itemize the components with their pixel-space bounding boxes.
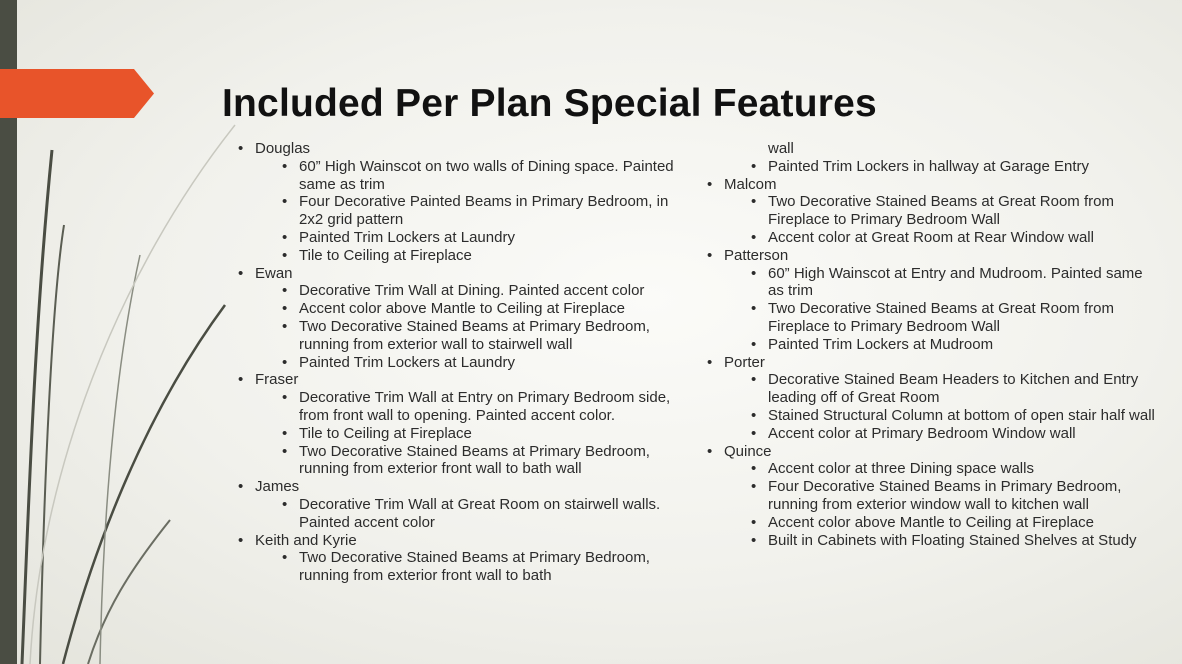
plan-item bbox=[238, 371, 678, 478]
swirl-lines-decoration bbox=[0, 0, 240, 664]
feature-item: • Two Decorative Stained Beams at Primary Bedroom, running from exterior front wall to bath bbox=[238, 549, 678, 585]
plan-item bbox=[707, 354, 1157, 443]
feature-item: • 60” High Wainscot on two walls of Dining space. Painted same as trim bbox=[238, 158, 678, 194]
feature-list bbox=[707, 265, 1157, 354]
plan-item bbox=[238, 478, 678, 531]
plan-list-left bbox=[238, 140, 678, 585]
feature-list bbox=[238, 282, 678, 371]
feature-item: • Decorative Trim Wall at Great Room on stairwell walls. Painted accent color bbox=[238, 496, 678, 532]
feature-item: • Two Decorative Stained Beams at Primary Bedroom, running from exterior wall to stairwell wall bbox=[238, 318, 678, 354]
plan-item bbox=[238, 140, 678, 265]
plan-name: • Ewan bbox=[238, 265, 678, 283]
feature-item: • 60” High Wainscot at Entry and Mudroom. Painted same as trim bbox=[707, 265, 1157, 301]
right-column bbox=[707, 140, 1157, 549]
feature-item: • Accent color at Great Room at Rear Window wall bbox=[707, 229, 1157, 247]
feature-item: • Painted Trim Lockers at Laundry bbox=[238, 229, 678, 247]
feature-item: • Accent color at Primary Bedroom Window wall bbox=[707, 425, 1157, 443]
feature-item: • Built in Cabinets with Floating Stained Shelves at Study bbox=[707, 532, 1157, 550]
feature-list bbox=[707, 193, 1157, 246]
feature-item: • Accent color above Mantle to Ceiling at Fireplace bbox=[707, 514, 1157, 532]
continuation-text: wall bbox=[768, 140, 794, 157]
left-column bbox=[238, 140, 678, 585]
plan-item bbox=[707, 443, 1157, 550]
plan-name: • Douglas bbox=[238, 140, 678, 158]
plan-name: • Porter bbox=[707, 354, 1157, 372]
page-title: Included Per Plan Special Features bbox=[222, 82, 877, 125]
plan-name: • James bbox=[238, 478, 678, 496]
feature-list bbox=[707, 371, 1157, 442]
plan-item bbox=[707, 247, 1157, 354]
plan-item bbox=[238, 532, 678, 585]
feature-list bbox=[238, 496, 678, 532]
feature-item: • Two Decorative Stained Beams at Great Room from Fireplace to Primary Bedroom Wall bbox=[707, 193, 1157, 229]
feature-item: • Painted Trim Lockers in hallway at Garage Entry bbox=[707, 158, 1157, 176]
plan-list-right bbox=[707, 176, 1157, 550]
feature-item: • Two Decorative Stained Beams at Great Room from Fireplace to Primary Bedroom Wall bbox=[707, 300, 1157, 336]
feature-item: • Painted Trim Lockers at Mudroom bbox=[707, 336, 1157, 354]
plan-name: • Keith and Kyrie bbox=[238, 532, 678, 550]
feature-item: • Two Decorative Stained Beams at Primary Bedroom, running from exterior front wall to bath wall bbox=[238, 443, 678, 479]
continued-feature-list bbox=[707, 158, 1157, 176]
feature-item: • Accent color above Mantle to Ceiling at Fireplace bbox=[238, 300, 678, 318]
plan-item bbox=[238, 265, 678, 372]
feature-list bbox=[238, 549, 678, 585]
plan-name: • Fraser bbox=[238, 371, 678, 389]
plan-name: • Quince bbox=[707, 443, 1157, 461]
plan-item bbox=[707, 176, 1157, 247]
feature-item: • Accent color at three Dining space walls bbox=[707, 460, 1157, 478]
feature-item: • Four Decorative Stained Beams in Primary Bedroom, running from exterior window wall to kitchen wall bbox=[707, 478, 1157, 514]
feature-item: • Decorative Trim Wall at Entry on Primary Bedroom side, from front wall to opening. Painted accent color. bbox=[238, 389, 678, 425]
feature-item: • Decorative Stained Beam Headers to Kitchen and Entry leading off of Great Room bbox=[707, 371, 1157, 407]
feature-list bbox=[707, 460, 1157, 549]
feature-item: • Painted Trim Lockers at Laundry bbox=[238, 354, 678, 372]
plan-name: • Patterson bbox=[707, 247, 1157, 265]
feature-item: • Tile to Ceiling at Fireplace bbox=[238, 247, 678, 265]
plan-name: • Malcom bbox=[707, 176, 1157, 194]
feature-list bbox=[238, 158, 678, 265]
feature-item: • Stained Structural Column at bottom of open stair half wall bbox=[707, 407, 1157, 425]
feature-list bbox=[238, 389, 678, 478]
feature-item: • Decorative Trim Wall at Dining. Painted accent color bbox=[238, 282, 678, 300]
feature-item: • Four Decorative Painted Beams in Primary Bedroom, in 2x2 grid pattern bbox=[238, 193, 678, 229]
feature-item: • Tile to Ceiling at Fireplace bbox=[238, 425, 678, 443]
